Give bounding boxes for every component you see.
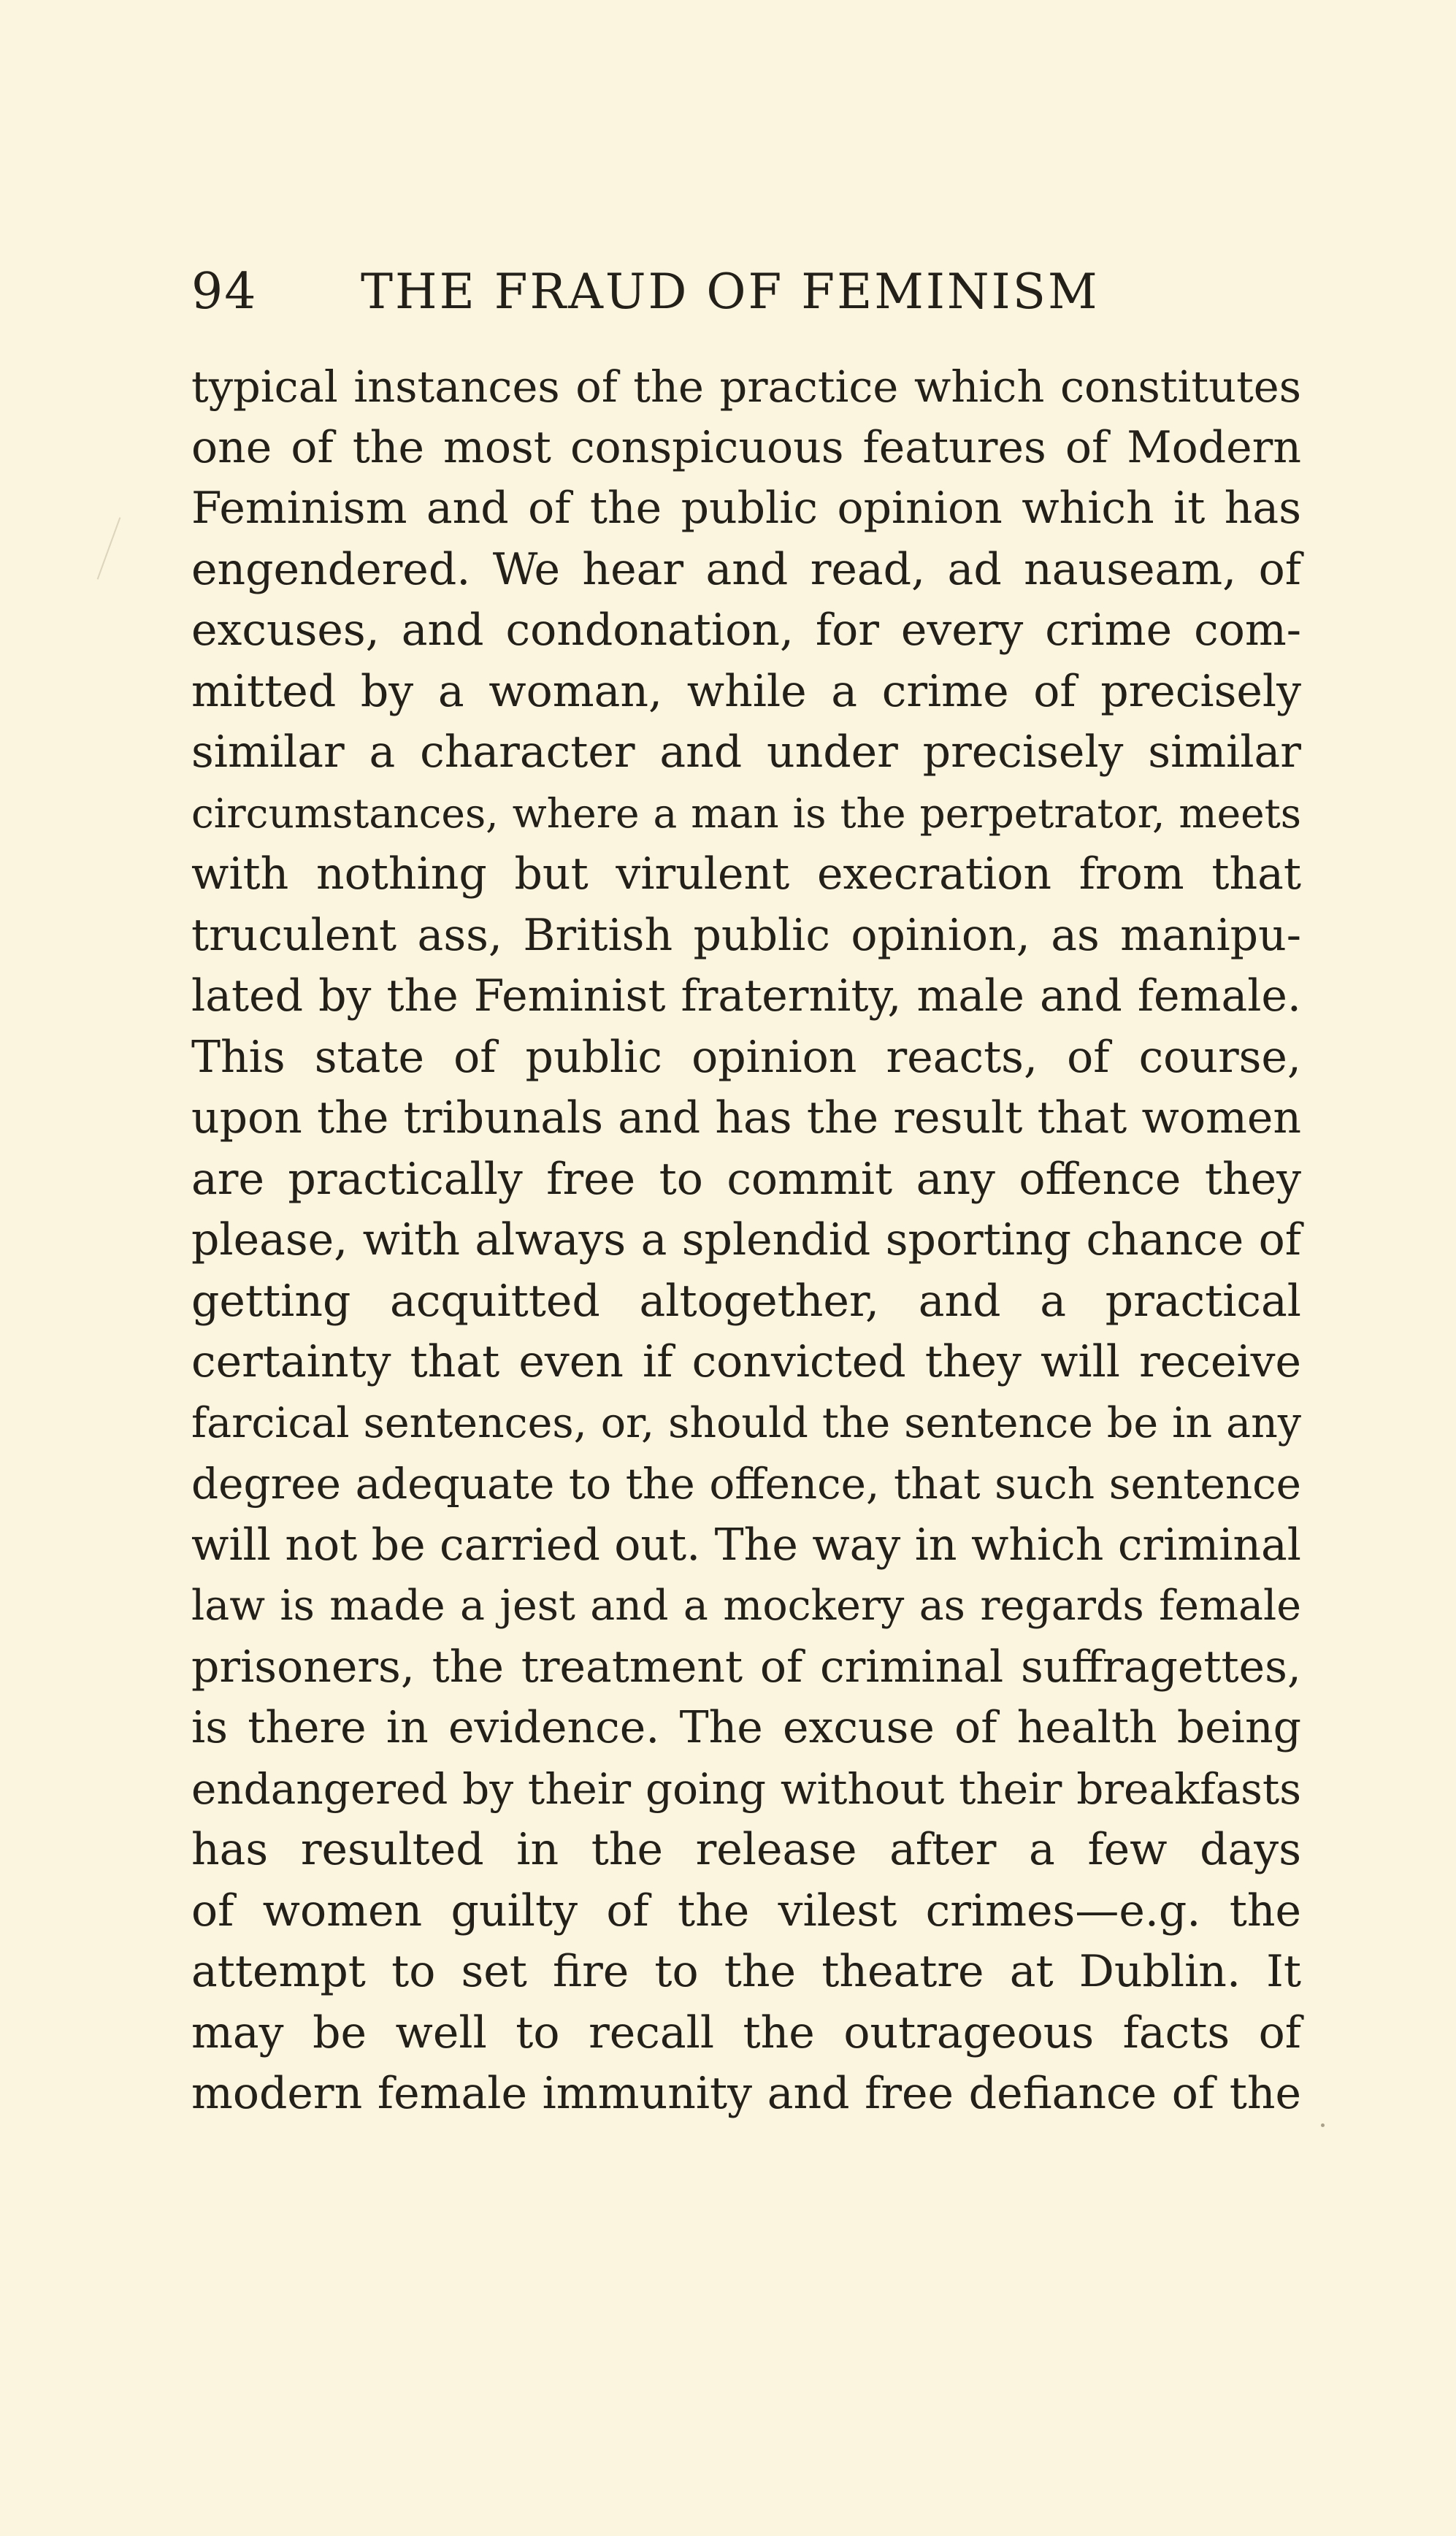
text-line: engendered. We hear and read, ad nauseam, of <box>191 543 1301 595</box>
text-line: typical instances of the practice which constitutes <box>191 361 1301 412</box>
text-line: with nothing but virulent execration from that <box>191 848 1301 900</box>
text-line: one of the most conspicuous features of Modern <box>191 421 1301 473</box>
text-line: is there in evidence. The excuse of health being <box>191 1702 1301 1753</box>
body-text <box>191 356 1301 2125</box>
page-number: 94 <box>191 263 258 321</box>
text-line: lated by the Feminist fraternity, male and female. <box>191 970 1301 1022</box>
text-line: attempt to set fire to the theatre at Dublin. It <box>191 1946 1301 1997</box>
text-line: similar a character and under precisely similar <box>191 727 1301 778</box>
text-line: endangered by their going without their breakfasts <box>191 1763 1301 1814</box>
text-line: certainty that even if convicted they will receive <box>191 1336 1301 1387</box>
text-line: This state of public opinion reacts, of course, <box>191 1031 1301 1083</box>
text-line: getting acquitted altogether, and a practical <box>191 1275 1301 1327</box>
text-line: please, with always a splendid sporting chance of <box>191 1214 1301 1265</box>
page-speck <box>1321 2123 1325 2127</box>
text-line: mitted by a woman, while a crime of precisely <box>191 665 1301 717</box>
text-line: circumstances, where a man is the perpetrator, meets <box>191 789 1301 837</box>
text-line: has resulted in the release after a few days <box>191 1824 1301 1875</box>
text-line: are practically free to commit any offence they <box>191 1153 1301 1205</box>
text-line: degree adequate to the offence, that such sentence <box>191 1459 1301 1509</box>
text-line: Feminism and of the public opinion which it has <box>191 483 1301 534</box>
text-line: prisoners, the treatment of criminal suffragettes, <box>191 1641 1301 1693</box>
text-line: upon the tribunals and has the result that women <box>191 1092 1301 1144</box>
text-line: modern female immunity and free defiance of the <box>191 2068 1301 2119</box>
text-line: will not be carried out. The way in which criminal <box>191 1519 1301 1571</box>
margin-mark <box>97 517 121 579</box>
text-line: may be well to recall the outrageous facts of <box>191 2007 1301 2058</box>
running-title: THE FRAUD OF FEMINISM <box>361 264 1100 320</box>
text-line: truculent ass, British public opinion, as manipu- <box>191 909 1301 961</box>
text-line: excuses, and condonation, for every crime com- <box>191 605 1301 656</box>
text-line: law is made a jest and a mockery as regards female <box>191 1582 1301 1630</box>
page-header <box>191 259 1301 325</box>
text-line: farcical sentences, or, should the sentence be in any <box>191 1398 1301 1447</box>
text-line: of women guilty of the vilest crimes—e.g. the <box>191 1885 1301 1937</box>
